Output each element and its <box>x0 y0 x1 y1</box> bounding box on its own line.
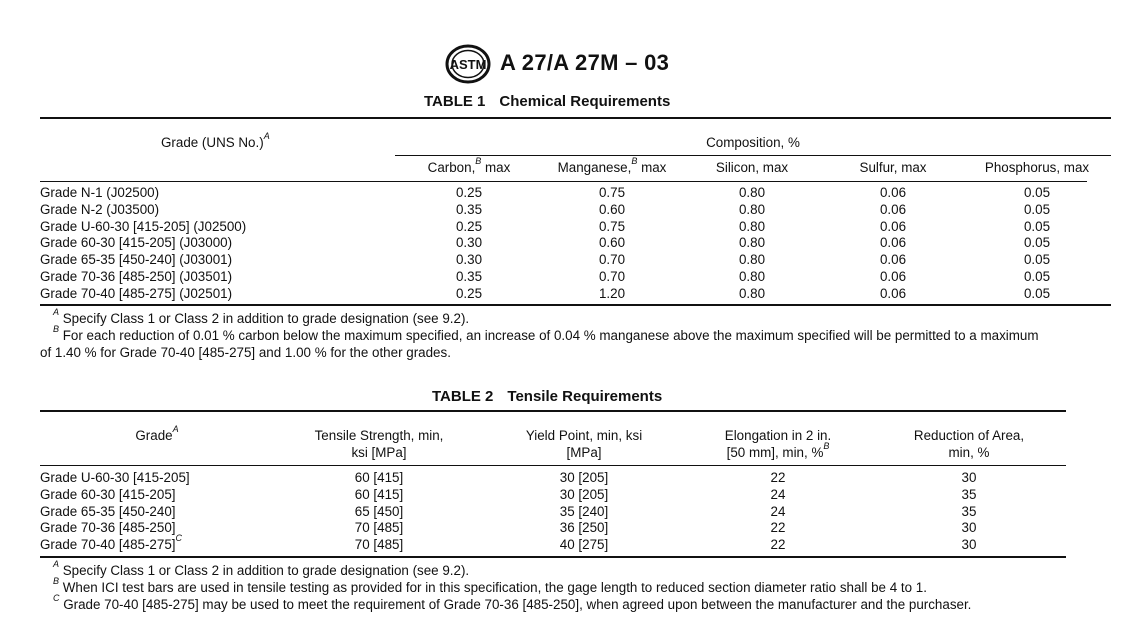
table2-column-header: Tensile Strength, min, <box>314 428 444 443</box>
table1-column-header: Carbon,$^B$ max <box>427 156 511 175</box>
table2-cell: 30 <box>961 520 977 536</box>
table1-top-rule <box>40 117 1111 119</box>
table1-composition-header: Composition, % <box>706 135 800 150</box>
table1-number: TABLE 1 <box>424 93 486 110</box>
table2-column-header-line2: [50 mm], min, %$^B$ <box>726 441 830 460</box>
table2-cell: 40 [275] <box>559 537 609 553</box>
table2-column-header-line2: min, % <box>948 445 990 460</box>
table1-cell: 0.35 <box>455 201 483 217</box>
logo-text: ASTM <box>449 57 487 72</box>
table1-grade-header: Grade (UNS No.)$^A$ <box>161 131 270 150</box>
table1-cell: 0.80 <box>738 218 766 234</box>
table1-group-rule <box>395 155 1111 156</box>
table2-cell: 24 <box>770 486 786 502</box>
table2-cell: 35 <box>961 486 977 502</box>
table1-row-grade: Grade 70-40 [485-275] (J02501) <box>40 285 233 301</box>
table2-footnote-b: $^B$ When ICI test bars are used in tensile testing as provided for in this specification, the gage length to reduced section diameter ratio shall be 4 to 1. <box>53 576 927 595</box>
table1-cell: 0.06 <box>879 218 907 234</box>
table1-cell: 0.75 <box>598 185 626 200</box>
table2-caption <box>432 388 662 405</box>
table1-row-grade: Grade N-2 (J03500) <box>40 201 160 217</box>
table1-caption <box>424 93 670 110</box>
table1-cell: 0.06 <box>879 269 907 284</box>
table1-footnote-a: $^A$ Specify Class 1 or Class 2 in addition to grade designation (see 9.2). <box>53 307 470 326</box>
table1-cell: 0.75 <box>598 218 626 234</box>
table2-cell: 70 [485] <box>354 537 404 553</box>
table1-cell: 0.60 <box>598 235 626 251</box>
table2-footnote-c: $^C$ Grade 70-40 [485-275] may be used to meet the requirement of Grade 70-36 [485-250], when agreed upon between the manufacturer and the purchaser. <box>53 593 972 612</box>
table2-cell: 22 <box>770 520 786 536</box>
table1-cell: 0.06 <box>879 285 907 301</box>
table1-column-header: Manganese,$^B$ max <box>557 156 667 175</box>
table2-column-header: Reduction of Area, <box>913 428 1025 443</box>
table2-cell: 30 [205] <box>559 486 609 502</box>
table1-cell: 0.06 <box>879 185 907 200</box>
table1-column-header: Phosphorus, max <box>984 160 1090 175</box>
table2-cell: 60 [415] <box>354 470 404 485</box>
table1-row-grade: Grade 60-30 [415-205] (J03000) <box>40 235 233 251</box>
table1-cell: 0.25 <box>455 218 483 234</box>
table1-row-grade: Grade 70-36 [485-250] (J03501) <box>40 269 233 284</box>
table2-top-rule <box>40 410 1066 412</box>
table2-column-header: Grade$^A$ <box>135 424 179 443</box>
table1-cell: 0.30 <box>455 235 483 251</box>
table1-footnote-b: $^B$ For each reduction of 0.01 % carbon below the maximum specified, an increase of 0.04 % manganese above the maximum specified will be permitted to a maximum <box>53 324 1039 343</box>
table2-header-rule <box>40 465 1066 466</box>
table2-row-grade: Grade U-60-30 [415-205] <box>40 470 190 485</box>
table1-cell: 0.05 <box>1023 185 1051 200</box>
table2-row-grade: Grade 70-36 [485-250] <box>40 520 176 536</box>
table1-cell: 0.25 <box>455 185 483 200</box>
table2-cell: 35 <box>961 503 977 519</box>
table2-row-grade: Grade 60-30 [415-205] <box>40 486 176 502</box>
table2-column-header-line2: [MPa] <box>566 445 602 460</box>
table1-cell: 1.20 <box>598 285 626 301</box>
astm-logo-icon <box>445 44 491 84</box>
table2-cell: 60 [415] <box>354 486 404 502</box>
table2-cell: 65 [450] <box>354 503 404 519</box>
table1-column-header: Silicon, max <box>715 160 789 175</box>
table2-cell: 30 [205] <box>559 470 609 485</box>
table1-cell: 0.80 <box>738 185 766 200</box>
table2-cell: 36 [250] <box>559 520 609 536</box>
table2-row-grade: Grade 65-35 [450-240] <box>40 503 176 519</box>
table1-bottom-rule <box>40 304 1111 306</box>
table1-cell: 0.06 <box>879 201 907 217</box>
table2-footnote-a: $^A$ Specify Class 1 or Class 2 in addition to grade designation (see 9.2). <box>53 559 470 578</box>
table2-cell: 70 [485] <box>354 520 404 536</box>
table2-title: Tensile Requirements <box>507 388 663 405</box>
table2-number: TABLE 2 <box>432 388 494 405</box>
table2-column-header-line2: ksi [MPa] <box>351 445 407 460</box>
table1-header-rule <box>40 181 1087 182</box>
table1-cell: 0.06 <box>879 235 907 251</box>
document-header <box>0 44 1128 84</box>
table1-cell: 0.80 <box>738 285 766 301</box>
table2-bottom-rule <box>40 556 1066 558</box>
table1-cell: 0.25 <box>455 285 483 301</box>
table1-cell: 0.80 <box>738 269 766 284</box>
table1-cell: 0.05 <box>1023 285 1051 301</box>
table1-cell: 0.70 <box>598 269 626 284</box>
table1-cell: 0.05 <box>1023 201 1051 217</box>
table2-column-header: Yield Point, min, ksi <box>525 428 643 443</box>
table1-cell: 0.80 <box>738 201 766 217</box>
table1-cell: 0.35 <box>455 269 483 284</box>
table2-column-header: Elongation in 2 in. <box>724 428 832 443</box>
table1-title: Chemical Requirements <box>499 93 671 110</box>
table2-cell: 24 <box>770 503 786 519</box>
table2-cell: 22 <box>770 537 786 553</box>
table1-cell: 0.06 <box>879 252 907 268</box>
table2-cell: 30 <box>961 537 977 553</box>
table2-row-grade: Grade 70-40 $[485-275]^C$ <box>40 533 182 553</box>
table1-cell: 0.80 <box>738 252 766 268</box>
table1-cell: 0.05 <box>1023 235 1051 251</box>
document-title: A 27/A 27M – 03 <box>500 50 670 75</box>
table1-column-header: Sulfur, max <box>859 160 927 175</box>
table2-cell: 35 [240] <box>559 503 609 519</box>
table1-row-grade: Grade 65-35 [450-240] (J03001) <box>40 252 233 268</box>
table1-cell: 0.60 <box>598 201 626 217</box>
table1-cell: 0.05 <box>1023 218 1051 234</box>
table1-row-grade: Grade U-60-30 [415-205] (J02500) <box>40 218 247 234</box>
table1-cell: 0.80 <box>738 235 766 251</box>
table1-row-grade: Grade N-1 (J02500) <box>40 185 160 200</box>
table2-cell: 22 <box>770 470 786 485</box>
table1-cell: 0.05 <box>1023 252 1051 268</box>
table1-footnote-b-continuation: of 1.40 % for Grade 70-40 [485-275] and 1.00 % for the other grades. <box>40 345 451 360</box>
table1-cell: 0.70 <box>598 252 626 268</box>
table2-cell: 30 <box>961 470 977 485</box>
table1-cell: 0.30 <box>455 252 483 268</box>
table1-cell: 0.05 <box>1023 269 1051 284</box>
